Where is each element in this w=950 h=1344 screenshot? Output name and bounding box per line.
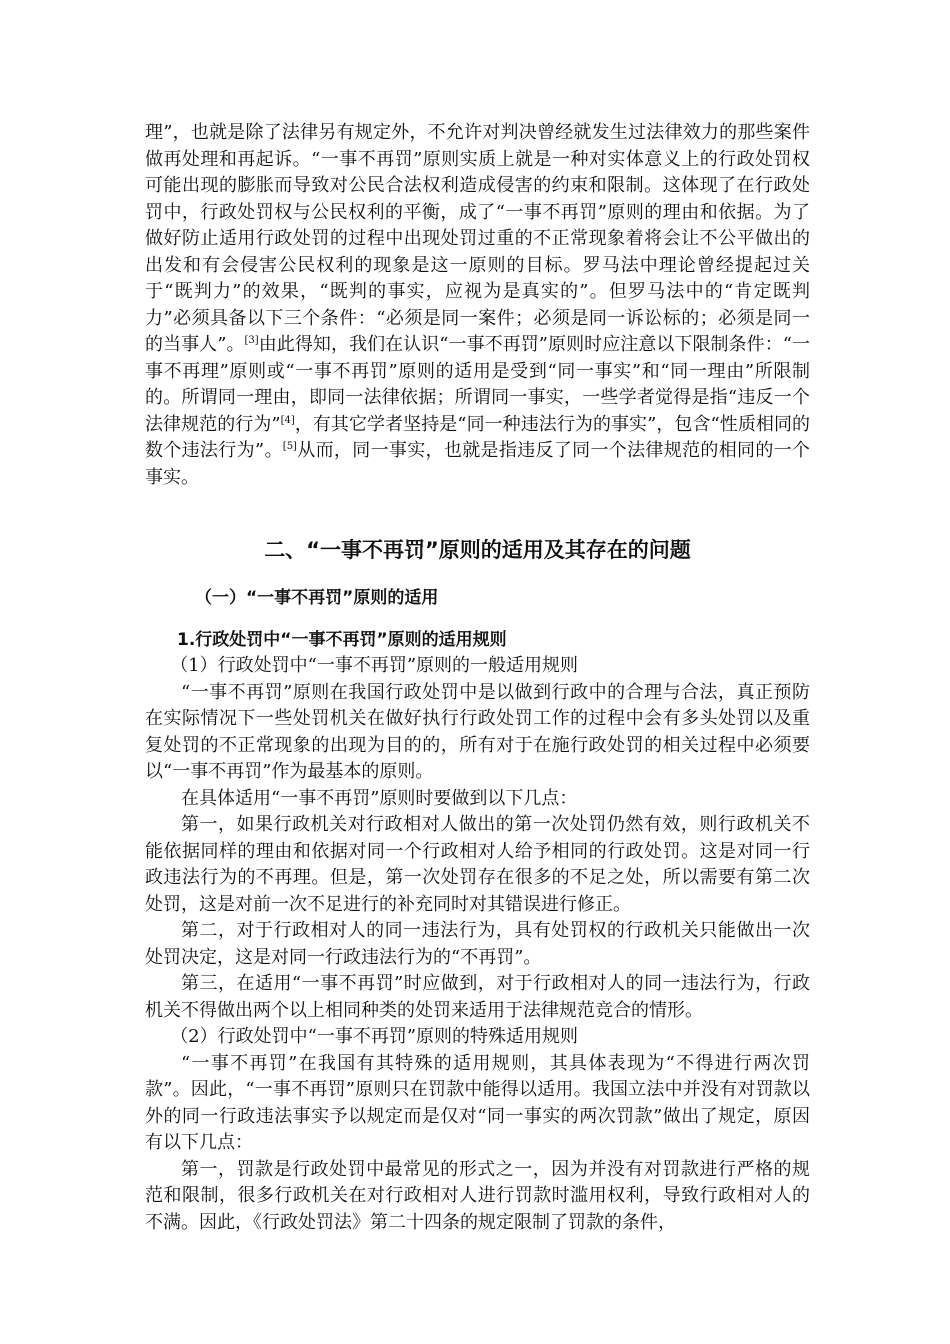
- intro-text-c: ，有其它学者坚持是“同一种违法行为的事实”，包含“性质相同的数个违法行为”。: [145, 413, 811, 461]
- rule-2-paragraph-2: 第一，罚款是行政处罚中最常见的形式之一，因为并没有对罚款进行严格的规范和限制，很多行政机关在对行政相对人进行罚款时滥用权利，导致行政相对人的不满。因此，《行政处罚法》第二十四条的规定限制了罚款的条件，: [145, 1158, 810, 1233]
- rule-1-paragraph-2: 在具体适用“一事不再罚”原则时要做到以下几点：: [181, 787, 578, 809]
- rule-1-paragraph-4: 第二，对于行政相对人的同一违法行为，具有处罚权的行政机关只能做出一次处罚决定，这是对同一行政违法行为的“不再罚”。: [145, 920, 810, 968]
- item-1-heading: 1.行政处罚中“一事不再罚”原则的适用规则: [177, 630, 507, 650]
- footnote-ref-4[interactable]: [4]: [280, 414, 295, 426]
- subsection-1-heading: （一）“一事不再罚”原则的适用: [195, 588, 439, 608]
- rule-1-paragraph-3: 第一，如果行政机关对行政相对人做出的第一次处罚仍然有效，则行政机关不能依据同样的理由和依据对同一个行政相对人给予相同的行政处罚。这是对同一行政违法行为的不再理。但是，第一次处罚存在很多的不足之处，所以需要有第二次处罚，这是对前一次不足进行的补充同时对其错误进行修正。: [145, 814, 810, 915]
- rule-2-heading: （2）行政处罚中“一事不再罚”原则的特殊适用规则: [170, 1026, 579, 1047]
- document-page: [145, 120, 810, 1236]
- rule-1-heading: （1）行政处罚中“一事不再罚”原则的一般适用规则: [170, 655, 579, 676]
- rule-2-paragraph-1: “一事不再罚”在我国有其特殊的适用规则，其具体表现为“不得进行两次罚款”。因此，“一事不再罚”原则只在罚款中能得以适用。我国立法中并没有对罚款以外的同一行政违法事实予以规定而是仅对“同一事实的两次罚款”做出了规定，原因有以下几点：: [145, 1052, 810, 1153]
- intro-paragraph: [145, 120, 810, 491]
- section-2-heading: 二、“一事不再罚”原则的适用及其存在的问题: [264, 538, 691, 562]
- intro-text-b: 由此得知，我们在认识“一事不再罚”原则时应注意以下限制条件：“一事不再理”原则或“一事不再罚”原则的适用是受到“同一事实”和“同一理由”所限制的。所谓同一理由，即同一法律依据；所谓同一事实，一些学者觉得是指“违反一个法律规范的行为”: [145, 334, 811, 435]
- rule-1-paragraph-5: 第三，在适用“一事不再罚”时应做到，对于行政相对人的同一违法行为，行政机关不得做出两个以上相同种类的处罚来适用于法律规范竞合的情形。: [145, 973, 810, 1021]
- intro-text-a: 理”，也就是除了法律另有规定外，不允许对判决曾经就发生过法律效力的那些案件做再处理和再起诉。“一事不再罚”原则实质上就是一种对实体意义上的行政处罚权可能出现的膨胀而导致对公民合法权利造成侵害的约束和限制。这体现了在行政处罚中，行政处罚权与公民权利的平衡，成了“一事不再罚”原则的理由和依据。为了做好防止适用行政处罚的过程中出现处罚过重的不正常现象着将会让不公平做出的出发和有会侵害公民权利的现象是这一原则的目标。罗马法中理论曾经提起过关于“既判力”的效果，“既判的事实，应视为是真实的”。但罗马法中的“肯定既判力”必须具备以下三个条件：“必须是同一案件；必须是同一诉讼标的；必须是同一的当事人”。: [145, 122, 810, 355]
- intro-text-d: 从而，同一事实，也就是指违反了同一个法律规范的相同的一个事实。: [145, 440, 811, 488]
- footnote-ref-3[interactable]: [3]: [244, 335, 259, 346]
- rule-1-paragraph-1: “一事不再罚”原则在我国行政处罚中是以做到行政中的合理与合法，真正预防在实际情况下一些处罚机关在做好执行行政处罚工作的过程中会有多头处罚以及重复处罚的不正常现象的出现为目的的，所有对于在施行政处罚的相关过程中必须要以“一事不再罚”作为最基本的原则。: [145, 681, 810, 782]
- footnote-ref-5[interactable]: [5]: [282, 441, 297, 452]
